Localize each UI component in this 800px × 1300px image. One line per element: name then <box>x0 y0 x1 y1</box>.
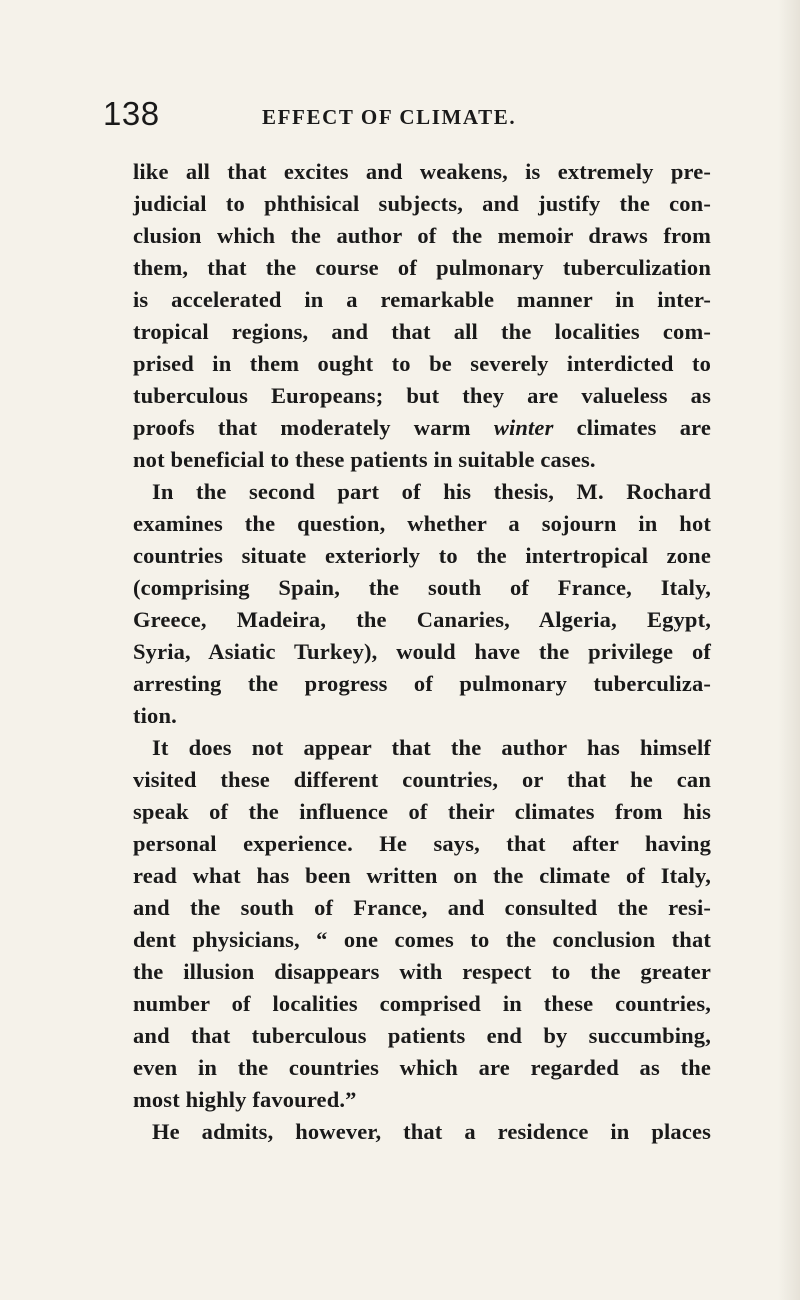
text-line: tuberculous Europeans; but they are valueless as <box>133 383 711 408</box>
page-edge <box>778 0 800 1300</box>
text-line: speak of the influence of their climates from his <box>133 799 711 824</box>
page-number: 138 <box>103 95 160 132</box>
page-header <box>103 94 703 138</box>
text-line: Greece, Madeira, the Canaries, Algeria, Egypt, <box>133 607 711 632</box>
text-line: not beneficial to these patients in suitable cases. <box>133 447 596 472</box>
text-line: dent physicians, “ one comes to the conclusion that <box>133 927 711 952</box>
text-line: read what has been written on the climate of Italy, <box>133 863 711 888</box>
paragraph-start-line: In the second part of his thesis, M. Rochard <box>152 479 711 504</box>
text-line: prised in them ought to be severely interdicted to <box>133 351 711 376</box>
paragraph-start-line: It does not appear that the author has himself <box>152 735 711 760</box>
text-line: like all that excites and weakens, is extremely pre- <box>133 159 711 184</box>
paragraph-start-line: He admits, however, that a residence in places <box>152 1119 711 1144</box>
body-text <box>133 156 711 1148</box>
text-line <box>133 412 711 444</box>
text-line: clusion which the author of the memoir draws from <box>133 223 711 248</box>
text-line: the illusion disappears with respect to the greater <box>133 959 711 984</box>
running-head: EFFECT OF CLIMATE. <box>262 105 517 129</box>
text-segment: climates are <box>553 415 712 440</box>
text-line: number of localities comprised in these countries, <box>133 991 711 1016</box>
text-line: visited these different countries, or that he can <box>133 767 711 792</box>
text-line: tion. <box>133 703 177 728</box>
text-line: countries situate exteriorly to the intertropical zone <box>133 543 711 568</box>
text-line: personal experience. He says, that after having <box>133 831 711 856</box>
text-line: examines the question, whether a sojourn in hot <box>133 511 711 536</box>
text-line: (comprising Spain, the south of France, Italy, <box>133 575 711 600</box>
emphasis-text: winter <box>493 415 554 440</box>
text-line: them, that the course of pulmonary tuberculization <box>133 255 711 280</box>
text-line: is accelerated in a remarkable manner in inter- <box>133 287 711 312</box>
text-line: arresting the progress of pulmonary tuberculiza- <box>133 671 711 696</box>
text-line: Syria, Asiatic Turkey), would have the privilege of <box>133 639 711 664</box>
text-line: judicial to phthisical subjects, and justify the con- <box>133 191 711 216</box>
text-line: and that tuberculous patients end by succumbing, <box>133 1023 711 1048</box>
text-line: even in the countries which are regarded as the <box>133 1055 711 1080</box>
text-line: most highly favoured.” <box>133 1087 357 1112</box>
text-line: tropical regions, and that all the localities com- <box>133 319 711 344</box>
text-line: and the south of France, and consulted the resi- <box>133 895 711 920</box>
text-segment: proofs that moderately warm <box>133 415 494 440</box>
